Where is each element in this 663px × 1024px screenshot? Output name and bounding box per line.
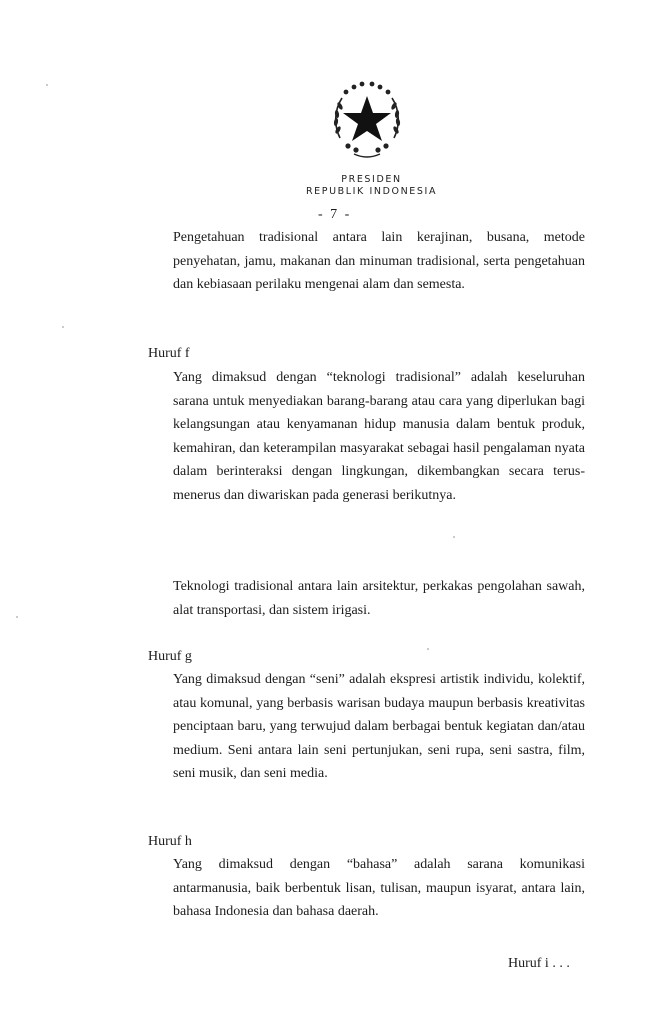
header-republik-indonesia: REPUBLIK INDONESIA	[305, 186, 438, 197]
paragraph-bahasa: Yang dimaksud dengan “bahasa” adalah sarana komunikasi antarmanusia, baik berbentuk lisan, tulisan, maupun isyarat, antara lain, bahasa Indonesia dan bahasa daerah.	[173, 857, 585, 919]
paragraph-pengetahuan-tradisional: Pengetahuan tradisional antara lain kerajinan, busana, metode penyehatan, jamu, makanan dan minuman tradisional, serta pengetahuan dan kebiasaan perilaku mengenai alam dan semesta.	[173, 230, 585, 292]
scan-speck	[453, 536, 455, 538]
next-page-reference: Huruf i . . .	[508, 956, 570, 971]
scan-speck	[46, 84, 48, 86]
heading-huruf-f: Huruf f	[148, 346, 190, 361]
scan-speck	[62, 326, 64, 328]
scan-speck	[427, 648, 429, 650]
scan-speck	[16, 616, 18, 618]
paragraph-seni: Yang dimaksud dengan “seni” adalah ekspresi artistik individu, kolektif, atau komunal, yang berbasis warisan budaya maupun berbasis kreativitas penciptaan baru, yang terwujud dalam berbagai bentuk kegiatan dan/atau medium. Seni antara lain seni pertunjukan, seni rupa, seni sastra, film, seni musik, dan seni media.	[173, 672, 585, 781]
heading-huruf-h: Huruf h	[148, 834, 192, 849]
paragraph-teknologi-tradisional-definisi: Yang dimaksud dengan “teknologi tradisional” adalah keseluruhan sarana untuk menyediakan barang-barang atau cara yang diperlukan bagi kelangsungan atau kenyamanan hidup manusia dalam bentuk produk, kemahiran, dan keterampilan masyarakat sebagai hasil pengalaman nyata dalam berinteraksi dengan lingkungan, dikembangkan secara terus-menerus dan diwariskan pada generasi berikutnya.	[173, 370, 585, 503]
presidential-emblem-icon	[326, 80, 408, 162]
paragraph-teknologi-tradisional-contoh: Teknologi tradisional antara lain arsitektur, perkakas pengolahan sawah, alat transportasi, dan sistem irigasi.	[173, 579, 585, 618]
page-number: - 7 -	[318, 207, 352, 222]
header-presiden: PRESIDEN	[341, 174, 402, 185]
heading-huruf-g: Huruf g	[148, 649, 192, 664]
